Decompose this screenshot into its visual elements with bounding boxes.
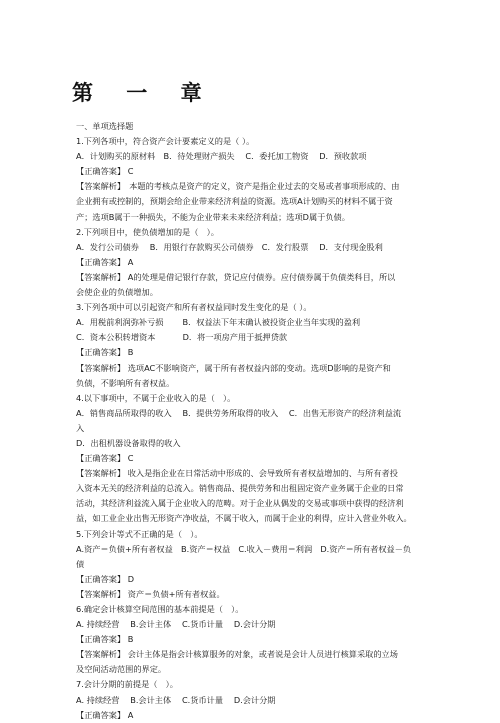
question-5-options: A.资产＝负债+所有者权益 B.资产＝权益 C.收入－费用＝利润 D.资产＝所有者权益－负: [76, 543, 412, 554]
question-6-answer: 【正确答案】 B: [76, 634, 134, 645]
section-heading: 一、单项选择题: [76, 121, 134, 131]
document-body: [76, 119, 432, 723]
question-1-explanation: 【答案解析】 本题的考核点是资产的定义，资产是指企业过去的交易或者事项形成的、由: [76, 181, 400, 192]
question-1: 1.下列各项中，符合资产会计要素定义的是（ ）。: [76, 136, 255, 147]
question-4-options: A．销售商品所取得的收入 B．提供劳务所取得的收入 C．出售无形资产的经济利益流: [76, 407, 402, 418]
question-2-answer: 【正确答案】 A: [76, 256, 134, 267]
question-6-explanation: 【答案解析】 会计主体是指会计核算服务的对象，或者说是会计人员进行核算采取的立场: [76, 649, 398, 660]
question-3-answer: 【正确答案】 B: [76, 347, 134, 358]
question-5: 5.下列会计等式不正确的是（ ）。: [76, 528, 203, 539]
question-2-explanation: 会使企业的负债增加。: [76, 287, 158, 298]
question-6-explanation: 及空间活动范围的界定。: [76, 664, 167, 675]
question-7-options: A. 持续经营 B.会计主体 C.货币计量 D.会计分期: [76, 694, 276, 705]
question-1-options: A．计划购买的原材料 B．待处理财产损失 C．委托加工物资 D．预收款项: [76, 151, 367, 162]
question-4: 4.以下事项中，不属于企业收入的是（ ）。: [76, 392, 236, 403]
question-1-explanation: 企业拥有或控制的，预期会给企业带来经济利益的资源。选项A计划购买的材料不属于资: [76, 196, 393, 207]
question-3-explanation: 负债，不影响所有者权益。: [76, 377, 175, 388]
question-3: 3.下列各项中可以引起资产和所有者权益同时发生变化的是（ ）。: [76, 302, 312, 313]
question-5-answer: 【正确答案】 D: [76, 573, 135, 584]
question-4-explanation: 入资本无关的经济利益的总流入。销售商品、提供劳务和出租固定资产业务属于企业的日常: [76, 483, 404, 494]
question-6-options: A. 持续经营 B.会计主体 C.货币计量 D.会计分期: [76, 619, 276, 630]
question-3-options: A．用税前利润弥补亏损 B．权益法下年末确认被投资企业当年实现的盈利: [76, 317, 361, 328]
question-4-explanation: 活动，其经济利益流入属于企业收入的范畴。对于企业从偶发的交易或事项中获得的经济利: [76, 498, 404, 509]
question-4-options: 入: [76, 422, 85, 433]
question-5-explanation: 【答案解析】 资产＝负债+所有者权益。: [76, 588, 225, 599]
question-4-options: D．出租机器设备取得的收入: [76, 437, 181, 448]
question-3-explanation: 【答案解析】 选项AC不影响资产，属于所有者权益内部的变动。选项D影响的是资产和: [76, 362, 391, 373]
question-4-explanation: 益，如工业企业出售无形资产净收益，不属于收入，而属于企业的利得，应计入营业外收入。: [76, 513, 412, 524]
question-5-options: 债: [76, 558, 85, 569]
question-4-explanation: 【答案解析】 收入是指企业在日常活动中形成的、会导致所有者权益增加的、与所有者投: [76, 468, 398, 479]
question-3-options: C．资本公积转增资本 D．将一项房产用于抵押贷款: [76, 332, 288, 343]
question-6: 6.确定会计核算空间范围的基本前提是（ ）。: [76, 604, 244, 614]
question-2-options: A．发行公司债券 B．用银行存款购买公司债券 C．发行股票 D．支付现金股利: [76, 241, 383, 252]
question-7-answer: 【正确答案】 A: [76, 709, 134, 720]
question-1-answer: 【正确答案】 C: [76, 166, 134, 177]
question-4-answer: 【正确答案】 C: [76, 453, 134, 464]
question-2: 2.下列项目中，使负债增加的是（ ）。: [76, 226, 219, 237]
chapter-title: 第 一 章: [72, 80, 215, 105]
question-2-explanation: 【答案解析】 A的处理是借记银行存款，贷记应付债券。应付债券属于负债类科目，所以: [76, 271, 396, 282]
question-1-explanation: 产；选项B属于一种损失，不能为企业带来未来经济利益；选项D属于负债。: [76, 211, 350, 222]
question-7: 7.会计分期的前提是（ ）。: [76, 679, 178, 690]
